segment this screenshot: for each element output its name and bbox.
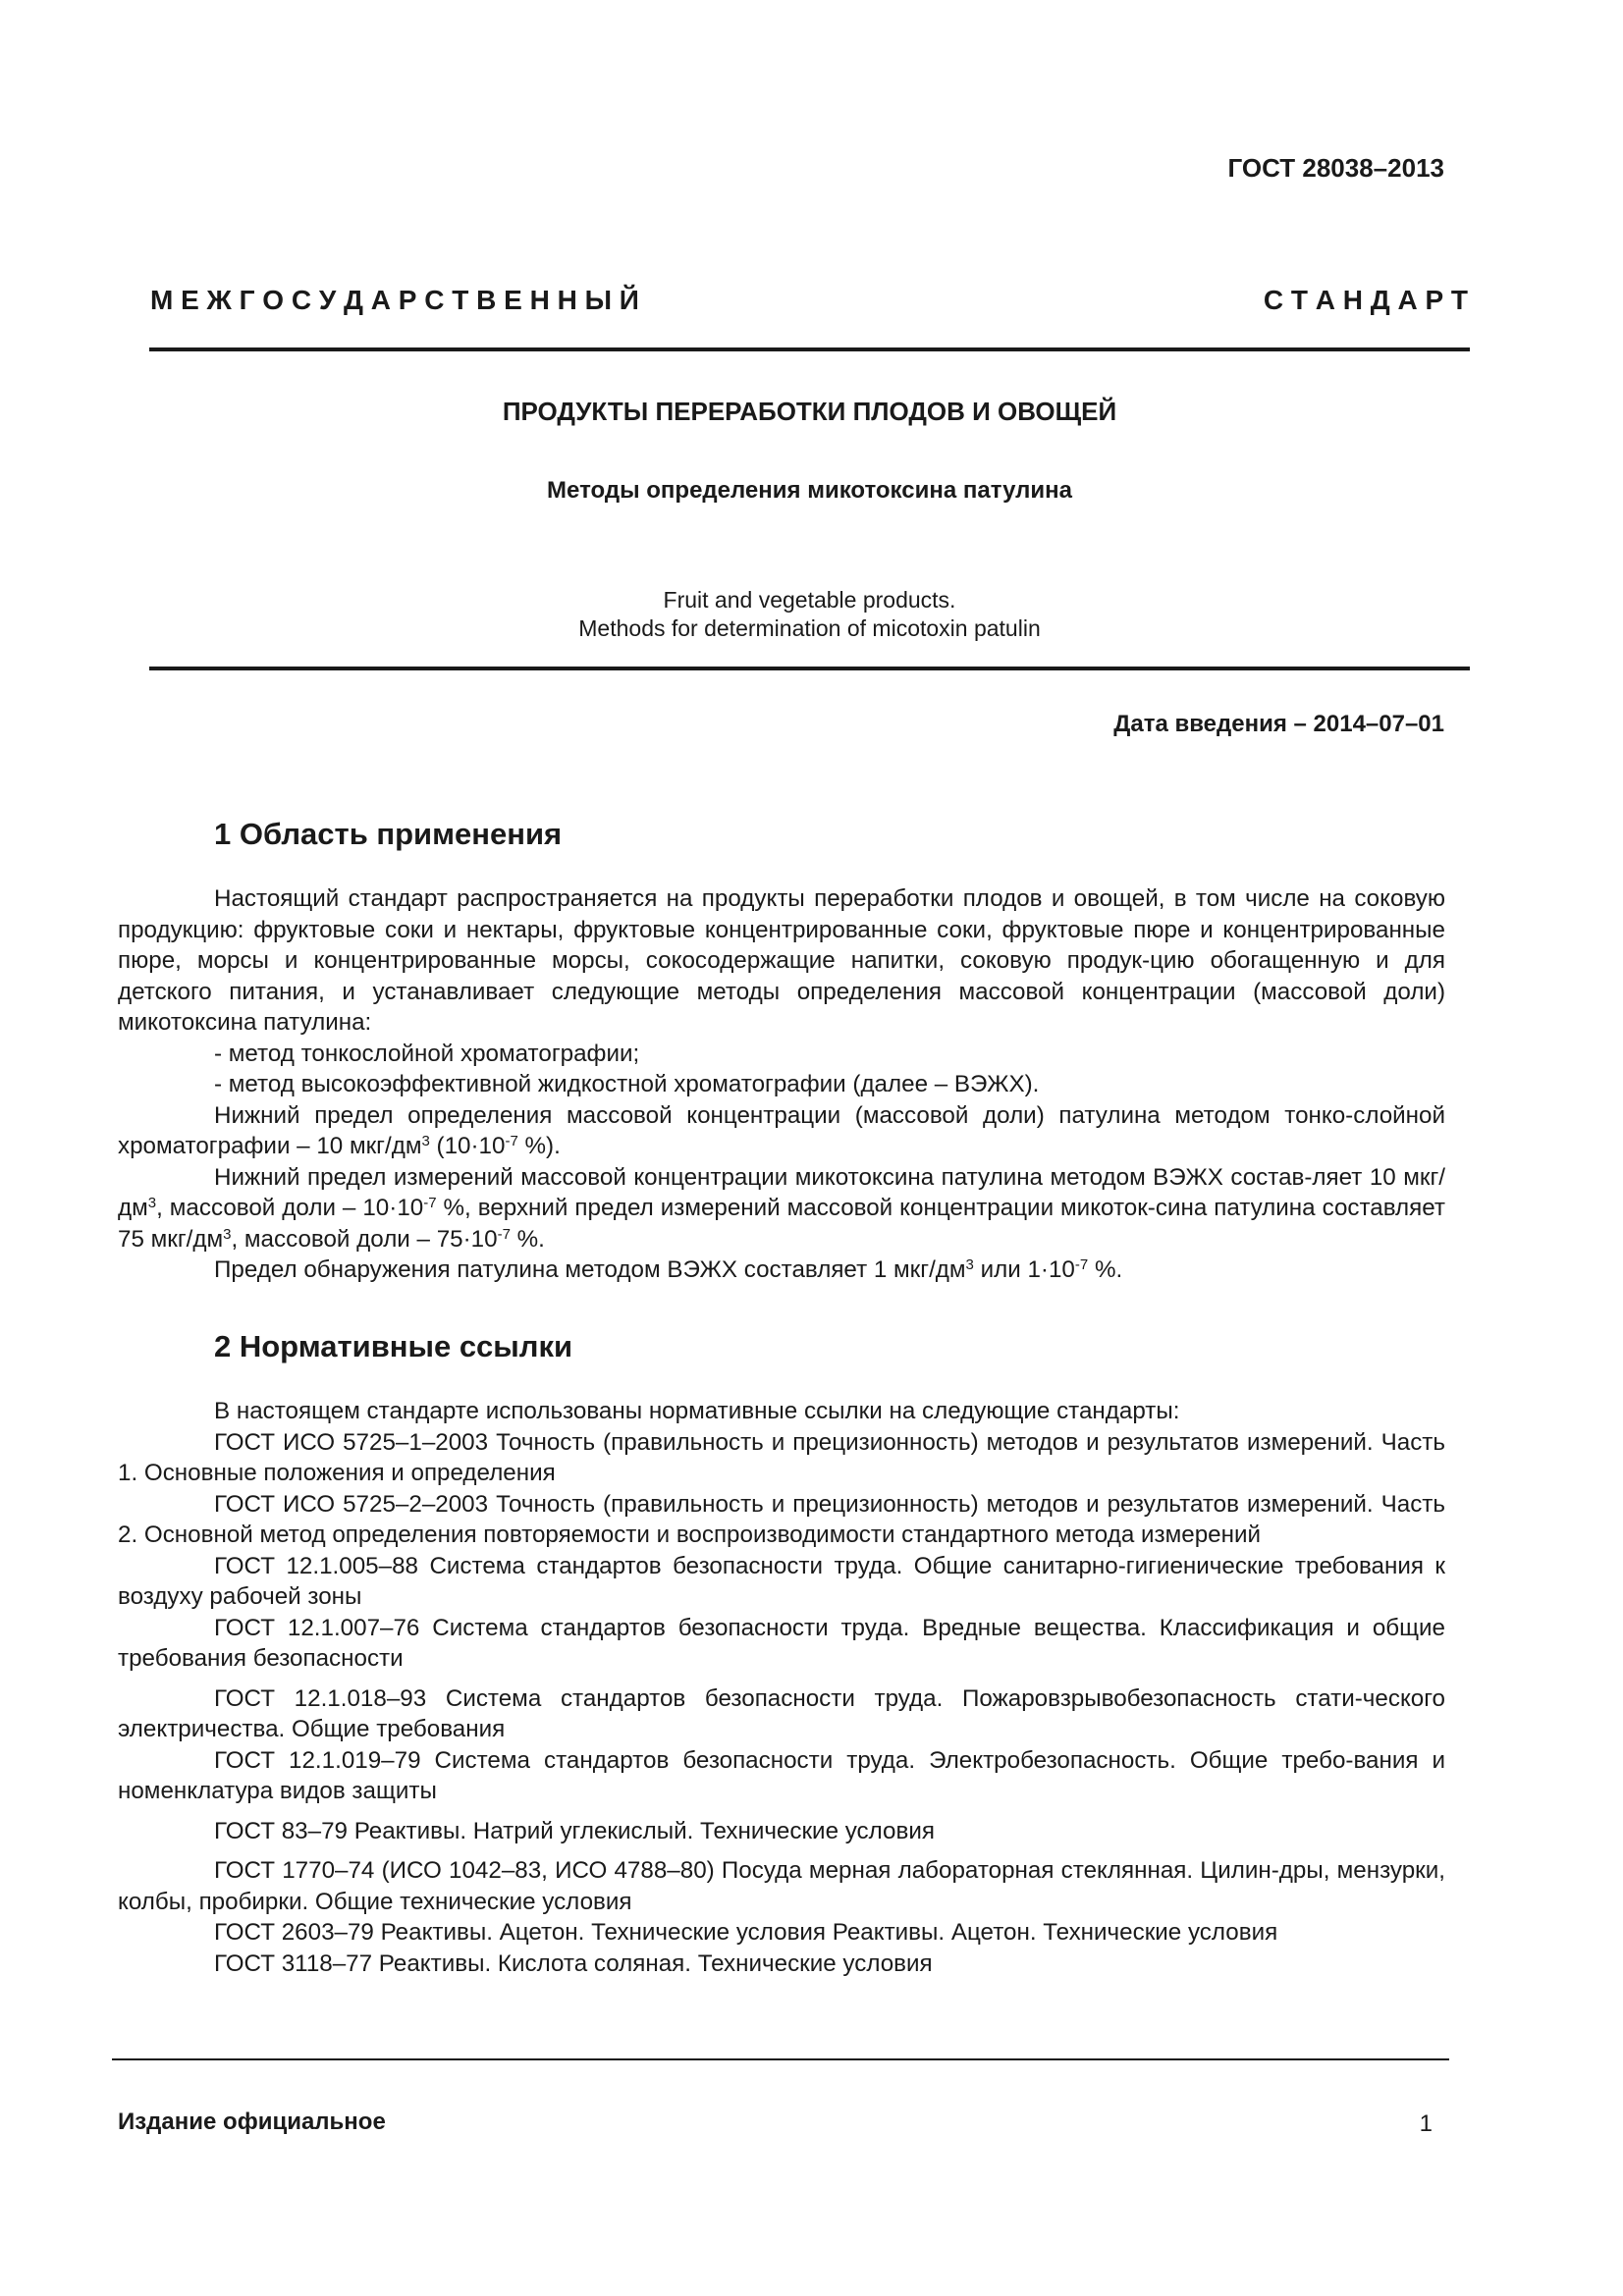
reference-item: ГОСТ 12.1.019–79 Система стандартов безопасности труда. Электробезопасность. Общие требо-вания и номенклатура видов защиты [118, 1746, 1445, 1804]
english-title-line-1: Fruit and vegetable products. [663, 587, 956, 613]
section-2-heading: 2 Нормативные ссылки [214, 1329, 573, 1363]
reference-item: ГОСТ 83–79 Реактивы. Натрий углекислый. Технические условия [214, 1817, 935, 1844]
reference-item: ГОСТ 12.1.005–88 Система стандартов безопасности труда. Общие санитарно-гигиенические требования к воздуху рабочей зоны [118, 1552, 1445, 1610]
reference-item: ГОСТ 3118–77 Реактивы. Кислота соляная. Технические условия [214, 1949, 933, 1977]
english-title-line-2: Methods for determination of micotoxin patulin [578, 615, 1041, 641]
reference-item: ГОСТ 12.1.007–76 Система стандартов безопасности труда. Вредные вещества. Классификация и общие требования безопасности [118, 1614, 1445, 1672]
standard-type-banner [150, 285, 1468, 316]
detection-limit-paragraph: Предел обнаружения патулина методом ВЭЖХ составляет 1 мкг/$дм^3$ или $1\cdot 10^{-7}$ %. [214, 1256, 1123, 1283]
reference-item: ГОСТ 12.1.018–93 Система стандартов безопасности труда. Пожаровзрывобезопасность стати-ческого электричества. Общие требования [118, 1684, 1445, 1742]
banner-word-interstate: М Е Ж Г О С У Д А Р С Т В Е Н Н Ы Й [150, 285, 639, 315]
footer-rule [112, 2058, 1449, 2060]
reference-item: ГОСТ 1770–74 (ИСО 1042–83, ИСО 4788–80) Посуда мерная лабораторная стеклянная. Цилин-дры, мензурки, колбы, пробирки. Общие технические условия [118, 1857, 1445, 1915]
reference-item: ГОСТ ИСО 5725–2–2003 Точность (правильность и прецизионность) методов и результатов измерений. Часть 2. Основной метод определения повторяемости и воспроизводимости стандартного метода измерений [118, 1490, 1445, 1548]
banner-word-standard: С Т А Н Д А Р Т [1263, 285, 1468, 315]
reference-item: ГОСТ 2603–79 Реактивы. Ацетон. Технические условия Реактивы. Ацетон. Технические условия [214, 1919, 1278, 1946]
references-intro: В настоящем стандарте использованы нормативные ссылки на следующие стандарты: [214, 1398, 1180, 1424]
header-rule [149, 347, 1470, 351]
page-number: 1 [1419, 2110, 1433, 2137]
section-1-body [118, 883, 1445, 1286]
document-title: ПРОДУКТЫ ПЕРЕРАБОТКИ ПЛОДОВ И ОВОЩЕЙ [502, 397, 1117, 426]
section-1-heading: 1 Область применения [214, 817, 563, 851]
document-number: ГОСТ 28038–2013 [1227, 153, 1444, 183]
introduction-date: Дата введения – 2014–07–01 [1113, 711, 1444, 737]
method-item-hplc: - метод высокоэффективной жидкостной хроматографии (далее – ВЭЖХ). [214, 1071, 1040, 1097]
english-title [149, 586, 1470, 643]
title-rule [149, 667, 1470, 670]
scope-paragraph: Настоящий стандарт распространяется на продукты переработки плодов и овощей, в том числе на соковую продукцию: фруктовые соки и нектары, фруктовые концентрированные соки, фруктовые пюре и концентрированные пюре, морсы и концентрированные морсы, сокосодержащие напитки, соковую продук-цию обогащенную и для детского питания, и устанавливает следующие методы определения массовой концентрации (массовой доли) микотоксина патулина: [118, 885, 1445, 1036]
official-edition-label: Издание официальное [118, 2109, 386, 2135]
hplc-limits-paragraph: Нижний предел измерений массовой концентрации микотоксина патулина методом ВЭЖХ состав-ляет 10 мкг/$дм^3$, массовой доли – $10\cdot 10^{-7}$ %, верхний предел измерений массовой концентрации микоток-сина патулина составляет 75 мкг/$дм^3$, массовой доли – $75\cdot 10^{-7}$ %. [118, 1163, 1445, 1253]
document-subtitle: Методы определения микотоксина патулина [547, 477, 1072, 504]
tlc-limit-paragraph: Нижний предел определения массовой концентрации (массовой доли) патулина методом тонко-слойной хроматографии – 10 мкг/$дм^3$ ($10\cdot 10^{-7}$ %). [118, 1101, 1445, 1159]
method-item-tlc: - метод тонкослойной хроматографии; [214, 1040, 640, 1067]
reference-item: ГОСТ ИСО 5725–1–2003 Точность (правильность и прецизионность) методов и результатов измерений. Часть 1. Основные положения и определения [118, 1428, 1445, 1486]
section-2-body [118, 1396, 1445, 1979]
